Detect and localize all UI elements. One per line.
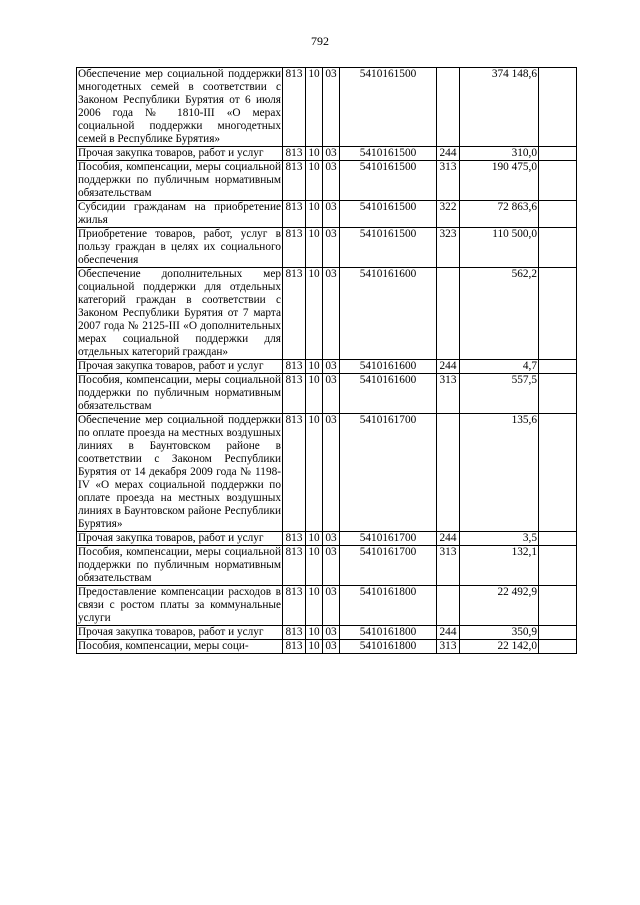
row-name: Прочая закупка товаров, работ и услуг — [77, 360, 283, 374]
row-grbs-code: 813 — [283, 360, 306, 374]
row-section-code: 10 — [306, 268, 323, 360]
row-amount: 22 492,9 — [460, 586, 539, 626]
row-target-code: 5410161600 — [340, 360, 437, 374]
row-empty-cell — [539, 532, 577, 546]
row-empty-cell — [539, 374, 577, 414]
row-section-code: 10 — [306, 532, 323, 546]
row-empty-cell — [539, 414, 577, 532]
row-expense-type-code: 313 — [437, 640, 460, 654]
table-row — [77, 161, 577, 201]
row-target-code: 5410161500 — [340, 201, 437, 228]
table-row — [77, 626, 577, 640]
row-name: Обеспечение дополнительных мер социальной поддержки для отдельных категорий граждан в соответствии с Законом Республики Бурятия от 7 марта 2007 года № 2125-III «О дополнительных мерах социальной поддержки для отдельных категорий граждан» — [78, 268, 281, 358]
row-amount: 557,5 — [460, 374, 539, 414]
row-name: Пособия, компенсации, меры соци- — [77, 640, 283, 654]
row-subsection-code: 03 — [323, 161, 340, 201]
row-amount: 72 863,6 — [460, 201, 539, 228]
row-section-code: 10 — [306, 68, 323, 147]
row-expense-type-code: 244 — [437, 147, 460, 161]
table-row — [77, 586, 577, 626]
row-subsection-code: 03 — [323, 147, 340, 161]
row-subsection-code: 03 — [323, 68, 340, 147]
row-grbs-code: 813 — [283, 374, 306, 414]
row-section-code: 10 — [306, 586, 323, 626]
row-subsection-code: 03 — [323, 414, 340, 532]
row-name: Субсидии гражданам на приобретение жилья — [78, 201, 281, 226]
row-target-code: 5410161500 — [340, 147, 437, 161]
row-section-code: 10 — [306, 147, 323, 161]
row-amount: 132,1 — [460, 546, 539, 586]
row-grbs-code: 813 — [283, 161, 306, 201]
row-expense-type-code: 313 — [437, 546, 460, 586]
row-expense-type-code: 322 — [437, 201, 460, 228]
row-name: Обеспечение мер социальной поддержки многодетных семей в соответствии с Законом Республики Бурятия от 6 июля 2006 года № 1810-III «О мерах социальной поддержки многодетных семей в Республике Бурятия» — [78, 68, 281, 145]
row-grbs-code: 813 — [283, 586, 306, 626]
row-name: Обеспечение мер социальной поддержки по оплате проезда на местных воздушных линиях в Баунтовском районе в соответствии с Законом Республики Бурятия от 14 декабря 2009 года № 1198-IV «О мерах социальной поддержки по оплате проезда на местных воздушных линиях в Баунтовском районе Республики Бурятия» — [78, 414, 281, 530]
row-empty-cell — [539, 68, 577, 147]
row-grbs-code: 813 — [283, 201, 306, 228]
row-grbs-code: 813 — [283, 268, 306, 360]
row-subsection-code: 03 — [323, 374, 340, 414]
row-empty-cell — [539, 147, 577, 161]
row-grbs-code: 813 — [283, 626, 306, 640]
row-section-code: 10 — [306, 228, 323, 268]
row-subsection-code: 03 — [323, 268, 340, 360]
row-name: Пособия, компенсации, меры социальной поддержки по публичным нормативным обязательствам — [78, 546, 281, 584]
row-name: Прочая закупка товаров, работ и услуг — [77, 147, 283, 161]
table-row — [77, 147, 577, 161]
row-target-code: 5410161700 — [340, 546, 437, 586]
row-target-code: 5410161700 — [340, 532, 437, 546]
table-row — [77, 532, 577, 546]
row-expense-type-code — [437, 68, 460, 147]
row-target-code: 5410161500 — [340, 68, 437, 147]
row-amount: 562,2 — [460, 268, 539, 360]
row-amount: 190 475,0 — [460, 161, 539, 201]
row-empty-cell — [539, 228, 577, 268]
table-row — [77, 68, 577, 147]
page-number: 792 — [311, 34, 329, 48]
row-subsection-code: 03 — [323, 201, 340, 228]
row-expense-type-code: 313 — [437, 374, 460, 414]
row-target-code: 5410161800 — [340, 586, 437, 626]
row-empty-cell — [539, 640, 577, 654]
row-subsection-code: 03 — [323, 532, 340, 546]
table-row — [77, 414, 577, 532]
row-section-code: 10 — [306, 546, 323, 586]
row-name: Приобретение товаров, работ, услуг в пользу граждан в целях их социального обеспечения — [78, 228, 281, 266]
row-grbs-code: 813 — [283, 228, 306, 268]
table-row — [77, 268, 577, 360]
row-empty-cell — [539, 161, 577, 201]
budget-table — [76, 67, 577, 654]
row-section-code: 10 — [306, 374, 323, 414]
row-expense-type-code: 244 — [437, 532, 460, 546]
row-target-code: 5410161800 — [340, 626, 437, 640]
row-amount: 110 500,0 — [460, 228, 539, 268]
row-target-code: 5410161500 — [340, 161, 437, 201]
row-subsection-code: 03 — [323, 228, 340, 268]
row-amount: 374 148,6 — [460, 68, 539, 147]
table-row — [77, 228, 577, 268]
row-expense-type-code: 244 — [437, 626, 460, 640]
row-section-code: 10 — [306, 201, 323, 228]
row-empty-cell — [539, 201, 577, 228]
row-subsection-code: 03 — [323, 586, 340, 626]
row-amount: 3,5 — [460, 532, 539, 546]
row-expense-type-code — [437, 268, 460, 360]
row-grbs-code: 813 — [283, 147, 306, 161]
row-target-code: 5410161500 — [340, 228, 437, 268]
row-grbs-code: 813 — [283, 414, 306, 532]
row-section-code: 10 — [306, 360, 323, 374]
row-expense-type-code: 313 — [437, 161, 460, 201]
row-subsection-code: 03 — [323, 360, 340, 374]
table-row — [77, 546, 577, 586]
row-expense-type-code: 244 — [437, 360, 460, 374]
table-row — [77, 360, 577, 374]
row-name: Пособия, компенсации, меры социальной поддержки по публичным нормативным обязательствам — [78, 374, 281, 412]
row-empty-cell — [539, 546, 577, 586]
row-grbs-code: 813 — [283, 640, 306, 654]
row-amount: 135,6 — [460, 414, 539, 532]
row-target-code: 5410161700 — [340, 414, 437, 532]
row-amount: 310,0 — [460, 147, 539, 161]
table-row — [77, 374, 577, 414]
row-expense-type-code — [437, 586, 460, 626]
row-amount: 22 142,0 — [460, 640, 539, 654]
row-subsection-code: 03 — [323, 626, 340, 640]
row-subsection-code: 03 — [323, 640, 340, 654]
row-empty-cell — [539, 586, 577, 626]
row-name: Прочая закупка товаров, работ и услуг — [77, 532, 283, 546]
row-empty-cell — [539, 626, 577, 640]
row-grbs-code: 813 — [283, 532, 306, 546]
row-empty-cell — [539, 360, 577, 374]
row-amount: 350,9 — [460, 626, 539, 640]
row-target-code: 5410161600 — [340, 374, 437, 414]
row-amount: 4,7 — [460, 360, 539, 374]
row-name: Пособия, компенсации, меры социальной поддержки по публичным нормативным обязательствам — [78, 161, 281, 199]
row-expense-type-code: 323 — [437, 228, 460, 268]
row-name: Предоставление компенсации расходов в связи с ростом платы за коммунальные услуги — [78, 586, 281, 624]
row-target-code: 5410161600 — [340, 268, 437, 360]
table-row — [77, 640, 577, 654]
row-section-code: 10 — [306, 414, 323, 532]
row-empty-cell — [539, 268, 577, 360]
row-section-code: 10 — [306, 161, 323, 201]
row-target-code: 5410161800 — [340, 640, 437, 654]
row-grbs-code: 813 — [283, 546, 306, 586]
row-section-code: 10 — [306, 640, 323, 654]
row-name: Прочая закупка товаров, работ и услуг — [77, 626, 283, 640]
row-subsection-code: 03 — [323, 546, 340, 586]
table-row — [77, 201, 577, 228]
row-grbs-code: 813 — [283, 68, 306, 147]
row-expense-type-code — [437, 414, 460, 532]
row-section-code: 10 — [306, 626, 323, 640]
